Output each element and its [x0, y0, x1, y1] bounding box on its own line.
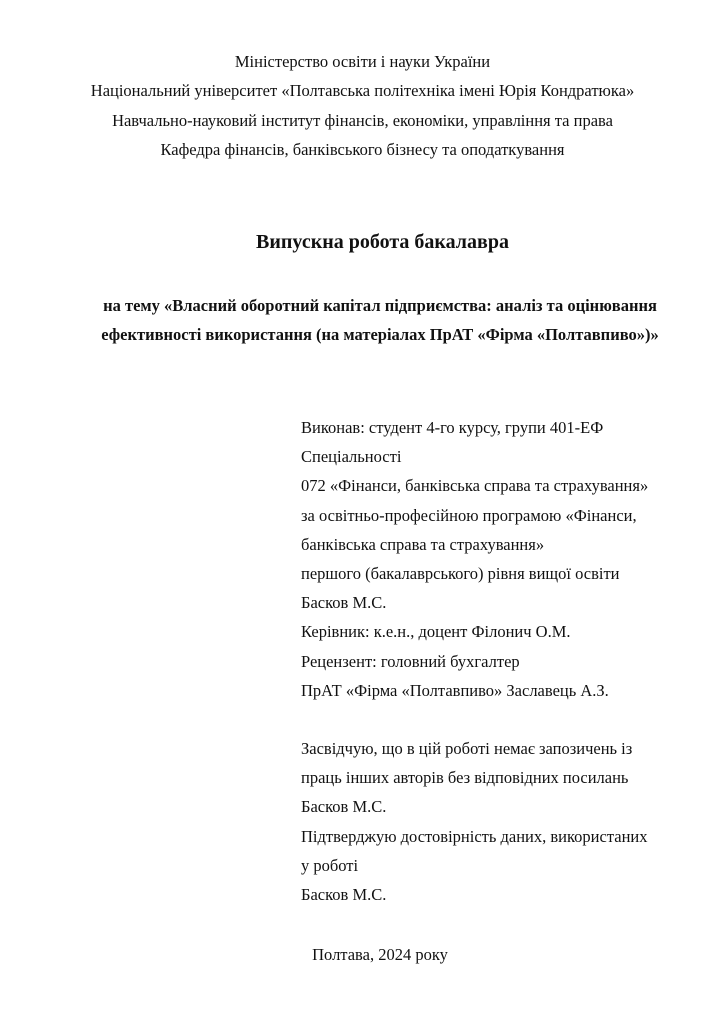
author-line: Басков М.С.: [301, 593, 387, 613]
spacer: [301, 705, 711, 734]
declaration-signature: Басков М.С.: [301, 885, 387, 905]
ministry-name: Міністерство освіти і науки України: [234, 52, 491, 71]
supervisor-line: Керівник: к.е.н., доцент Філонич О.М.: [301, 622, 571, 642]
author-line: Виконав: студент 4-го курсу, групи 401-ЕФ: [301, 418, 604, 437]
author-line: 072 «Фінанси, банківська справа та страхування»: [301, 476, 649, 496]
author-line: за освітньо-професійною програмою «Фінанси,: [301, 505, 637, 525]
institute-name: Навчально-науковий інститут фінансів, економіки, управління та права: [112, 111, 613, 130]
declaration-line: у роботі: [301, 855, 359, 875]
topic-line-2: ефективності використання (на матеріалах ПрАТ «Фірма «Полтавпиво»)»: [101, 325, 659, 344]
author-line: банківська справа та страхування»: [301, 534, 545, 554]
topic-line-1: на тему «Власний оборотний капітал підприємства: аналіз та оцінювання: [103, 296, 657, 315]
author-info-block: [301, 413, 711, 909]
document-title: Випускна робота бакалавра: [256, 231, 509, 253]
author-line: Спеціальності: [301, 447, 402, 467]
declaration-signature: Басков М.С.: [301, 797, 387, 817]
department-name: Кафедра фінансів, банківського бізнесу та оподаткування: [160, 140, 565, 159]
declaration-line: Засвідчую, що в цій роботі немає запозичень із: [301, 739, 633, 759]
university-name: Національний університет «Полтавська політехніка імені Юрія Кондратюка»: [90, 81, 635, 100]
declaration-line: праць інших авторів без відповідних посилань: [301, 768, 629, 788]
declaration-line: Підтверджую достовірність даних, використаних: [301, 826, 648, 846]
reviewer-line: ПрАТ «Фірма «Полтавпиво» Заславець А.З.: [301, 680, 609, 700]
city-year: Полтава, 2024 року: [312, 945, 448, 964]
reviewer-line: Рецензент: головний бухгалтер: [301, 651, 520, 671]
author-line: першого (бакалаврського) рівня вищої освіти: [301, 564, 620, 584]
